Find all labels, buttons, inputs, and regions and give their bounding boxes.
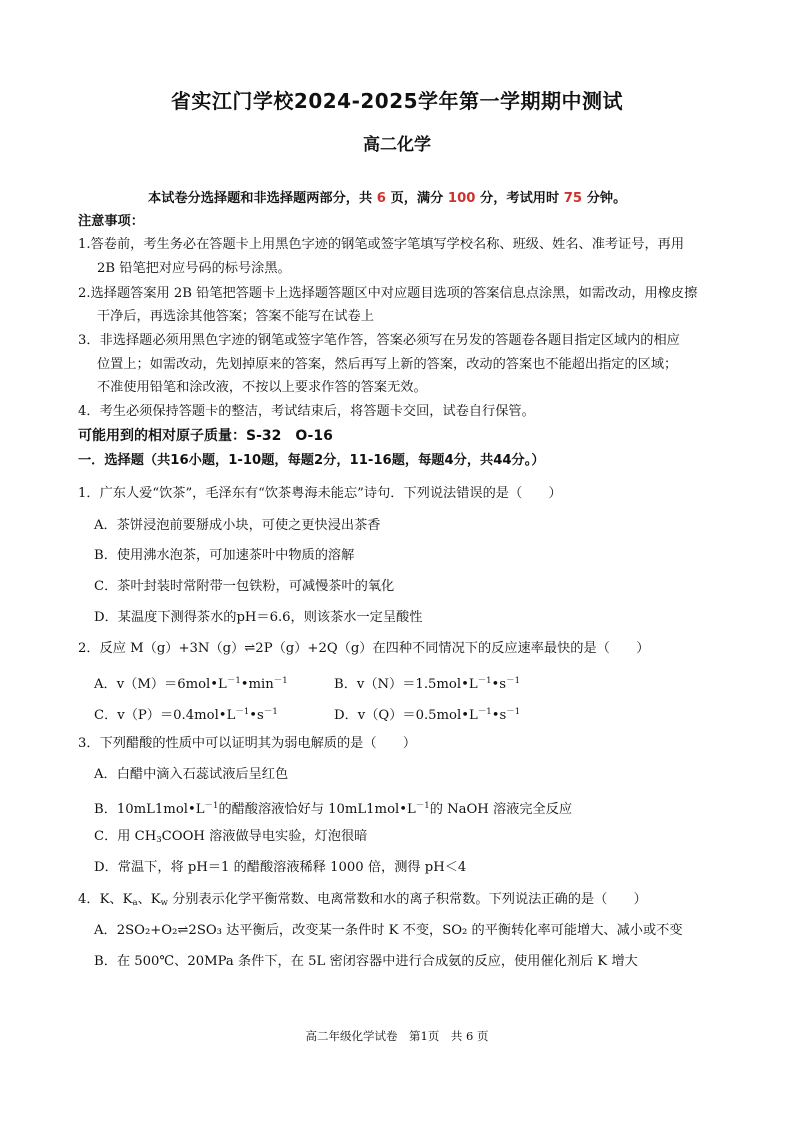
question-2-option-d: D．$v(Q)=0.5mol•L^{-1}•s^{-1}$ bbox=[334, 707, 521, 723]
question-1-option-c: C．茶叶封装时常附带一包铁粉，可减慢茶叶的氧化 bbox=[94, 579, 395, 594]
exam-title: 省实江门学校2024-2025学年第一学期期中测试 bbox=[170, 89, 624, 113]
subject-title: 高二化学 bbox=[363, 135, 431, 155]
note-2: 2.选择题答案用 2B 铅笔把答题卡上选择题答题区中对应题目选项的答案信息点涂黑，如需改动，用橡皮擦 bbox=[78, 286, 698, 301]
question-1-stem: 1．广东人爱“饮茶”，毛泽东有“饮茶粤海未能忘”诗句．下列说法错误的是（ ） bbox=[78, 486, 562, 501]
full-score: 100 bbox=[447, 191, 476, 206]
page-footer: 高二年级化学试卷 第1页 共 6 页 bbox=[305, 1029, 489, 1043]
question-3-stem: 3．下列醋酸的性质中可以证明其为弱电解质的是（ ） bbox=[78, 736, 417, 751]
question-3-option-d: D．常温下，将 pH＝1 的醋酸溶液稀释 1000 倍，测得 pH＜4 bbox=[94, 860, 467, 875]
question-1-option-d: D．某温度下测得茶水的pH＝6.6，则该茶水一定呈酸性 bbox=[94, 610, 423, 625]
question-3-option-b: B．$10mL1mol•L^{-1}$的醋酸溶液恰好与 $10mL1mol•L^{-1}$的 NaOH 溶液完全反应 bbox=[94, 801, 573, 817]
question-2-stem: 2．反应 M（g）+3N（g）⇌2P（g）+2Q（g）在四种不同情况下的反应速率最快的是（ ） bbox=[78, 641, 650, 656]
note-3-cont: 位置上；如需改动，先划掉原来的答案，然后再写上新的答案，改动的答案也不能超出指定的区域； bbox=[97, 357, 678, 372]
question-2-option-a: A．$v(M)=6mol•L^{-1}•\min^{-1}$ bbox=[94, 676, 288, 692]
question-3-option-a: A．白醋中滴入石蕊试液后呈红色 bbox=[94, 767, 289, 782]
question-1-option-a: A．茶饼浸泡前要掰成小块，可使之更快浸出茶香 bbox=[94, 518, 381, 533]
notes-heading: 注意事项： bbox=[78, 214, 144, 229]
note-1: 1.答卷前，考生务必在答题卡上用黑色字迹的钢笔或签字笔填写学校名称、班级、姓名、准考证号，再用 bbox=[78, 237, 685, 252]
question-1-option-b: B．使用沸水泡茶，可加速茶叶中物质的溶解 bbox=[94, 548, 355, 563]
section-heading: 一．选择题（共16小题，1-10题，每题2分，11-16题，每题4分，共44分。） bbox=[78, 453, 545, 468]
note-2-cont: 干净后，再选涂其他答案；答案不能写在试卷上 bbox=[97, 309, 374, 324]
page-count: 6 bbox=[376, 191, 386, 206]
atomic-mass: 可能用到的相对原子质量：S-32 O-16 bbox=[78, 428, 333, 444]
question-2-option-b: B．$v(N)=1.5mol•L^{-1}•s^{-1}$ bbox=[334, 676, 520, 692]
exam-time: 75 bbox=[563, 191, 583, 206]
question-2-option-c: C．$v(P)=0.4mol•L^{-1}•s^{-1}$ bbox=[94, 707, 278, 723]
question-4-option-a: A．2SO₂+O₂⇌2SO₃ 达平衡后，改变某一条件时 K 不变，SO₂ 的平衡转化率可能增大、减小或不变 bbox=[94, 923, 683, 938]
question-4-stem: 4．K、$K_a$、$K_w$ 分别表示化学平衡常数、电离常数和水的离子积常数。下列说法正确的是（ ） bbox=[78, 892, 647, 908]
question-3-option-c: C．用 $CH_3COOH$ 溶液做导电实验，灯泡很暗 bbox=[94, 829, 368, 845]
note-3-cont2: 不准使用铅笔和涂改液，不按以上要求作答的答案无效。 bbox=[97, 380, 427, 395]
note-4: 4．考生必须保持答题卡的整洁，考试结束后，将答题卡交回，试卷自行保管。 bbox=[78, 404, 535, 419]
question-4-option-b: B．在 500℃、20MPa 条件下，在 5L 密闭容器中进行合成氨的反应，使用催化剂后 K 增大 bbox=[94, 954, 638, 969]
note-3: 3．非选择题必须用黑色字迹的钢笔或签字笔作答，答案必须写在另发的答题卷各题目指定区域内的相应 bbox=[78, 333, 680, 348]
note-1-cont: 2B 铅笔把对应号码的标号涂黑。 bbox=[97, 261, 291, 276]
exam-intro: 本试卷分选择题和非选择题两部分，共 6 页，满分 100 分，考试用时 75 分钟。 bbox=[148, 191, 627, 206]
